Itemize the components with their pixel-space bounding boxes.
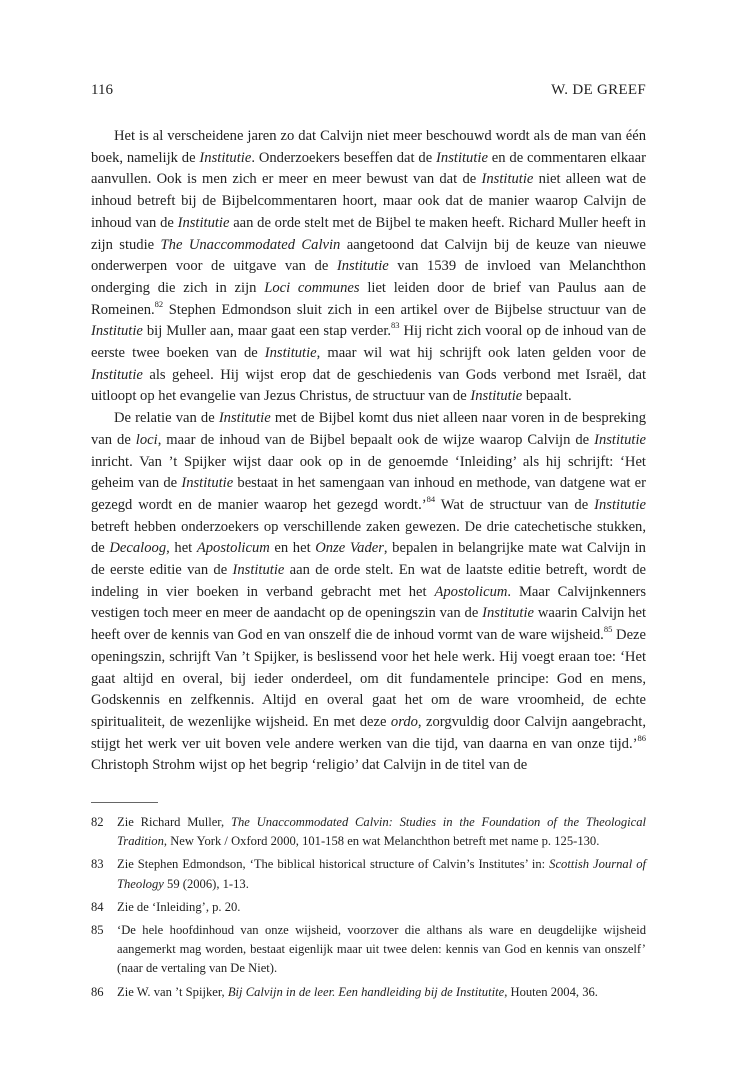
footnote-84 bbox=[91, 898, 646, 917]
italic-title: Institutie bbox=[177, 214, 230, 231]
text-run: en het bbox=[269, 540, 316, 557]
text-run: betreft hebben onderzoekers op verschillende zaken gewezen. De drie catechetische stukken, de bbox=[91, 518, 646, 557]
italic-title: Apostolicum bbox=[196, 540, 270, 557]
footnote-83 bbox=[91, 855, 646, 893]
footnotes bbox=[91, 813, 646, 1006]
text-run: bepaalt. bbox=[522, 388, 572, 405]
italic-title: Institutie bbox=[218, 410, 271, 427]
italic-title: Institutie bbox=[594, 496, 647, 513]
text-run: aangetoond dat Calvijn bij de keuze van nieuwe onderwerpen voor de uitgave van de bbox=[91, 236, 646, 275]
italic-title: Institutie bbox=[264, 345, 317, 362]
text-run: aan de orde stelt. En wat de laatste editie betreft, wordt de indeling in vier boeken in verband gebracht met het bbox=[91, 562, 646, 600]
italic-title: Institutie bbox=[436, 149, 488, 166]
footnote-ref-83[interactable]: 83 bbox=[391, 320, 400, 331]
text-run: Zie Stephen Edmondson, ‘The biblical historical structure of Calvin’s Institutes’ in: bbox=[117, 857, 550, 872]
text-run: Zie de ‘Inleiding’, p. 20. bbox=[117, 899, 241, 914]
running-head: W. DE GREEF bbox=[551, 82, 646, 98]
text-run: , New York / Oxford 2000, 101-158 en wat Melanchthon betreft met name p. 125-130. bbox=[163, 834, 600, 849]
text-run: liet leiden door de brief van Paulus aan de Romeinen. bbox=[91, 279, 646, 318]
italic-title: Onze Vader bbox=[315, 540, 384, 557]
footnote-number: 86 bbox=[91, 984, 104, 999]
body-text bbox=[91, 126, 646, 777]
text-run: ‘De hele hoofdinhoud van onze wijsheid, voorzover die althans als ware en deugdelijke wijsheid aangemerkt mag worden, bestaat eigenlijk maar uit twee delen: kennis van God en kennis van onszelf’ (naar de vertaling van De Niet). bbox=[117, 923, 646, 976]
italic-title: Scottish Journal of Theology bbox=[117, 857, 646, 891]
italic-title: Decaloog bbox=[109, 540, 167, 557]
footnote-text bbox=[117, 983, 646, 1002]
footnote-ref-86[interactable]: 86 bbox=[637, 732, 646, 743]
text-run: bij Muller aan, maar gaat een stap verder. bbox=[142, 323, 392, 340]
text-run: bestaat in het samengaan van inhoud en methode, van datgene wat er gezegd wordt en de manier waarop het gezegd wordt.’ bbox=[91, 475, 646, 513]
italic-title: Institutie bbox=[336, 258, 389, 275]
text-run: Zie Richard Muller, bbox=[117, 815, 231, 829]
text-run: van 1539 de invloed van Melanchthon onderging die zich in zijn bbox=[91, 258, 646, 296]
footnote-rule bbox=[91, 802, 158, 803]
text-run: niet alleen wat de inhoud betreft bij de Bijbelcommentaren hoort, maar ook dat de manier waarop Calvijn de inhoud van de bbox=[91, 171, 646, 231]
italic-title: Institutie bbox=[199, 149, 252, 166]
text-run: Deze openingszin, schrijft Van ’t Spijker, is beslissend voor het hele werk. Hij voegt eraan toe: ‘Het gaat altijd en overal, bij ieder onderdeel, om dit fundamentele principe: God en mens, Godskennis en zelfkennis. Altijd en overal gaat het om de ware vroomheid, de echte spiritualiteit, de wezenlijke wijsheid. En met deze bbox=[91, 627, 647, 730]
text-run: met de Bijbel komt dus niet alleen naar voren in de bespreking van de bbox=[91, 410, 646, 448]
italic-title: Institutie bbox=[232, 562, 285, 579]
text-run: De relatie van de bbox=[114, 410, 219, 427]
paragraph-1 bbox=[91, 126, 646, 408]
footnote-text bbox=[117, 855, 646, 893]
text-run: . Maar Calvijnkenners vestigen toch meer en meer de aandacht op de openingszin van de bbox=[91, 583, 647, 622]
footnote-85 bbox=[91, 921, 646, 979]
footnote-number: 82 bbox=[91, 815, 104, 829]
footnote-82 bbox=[91, 813, 646, 851]
paragraph-2 bbox=[91, 408, 646, 777]
footnote-number: 85 bbox=[91, 923, 104, 938]
text-run: , Houten 2004, 36. bbox=[504, 984, 598, 999]
italic-title: Apostolicum bbox=[434, 583, 508, 600]
italic-title: Institutie bbox=[470, 388, 523, 405]
text-run: Zie W. van ’t Spijker, bbox=[117, 984, 228, 999]
italic-title: Institutie bbox=[482, 605, 535, 622]
text-run: Stephen Edmondson sluit zich in een artikel over de Bijbelse structuur van de bbox=[163, 301, 646, 318]
italic-term: loci bbox=[135, 431, 158, 448]
italic-title: Institutie bbox=[594, 431, 646, 448]
italic-title: Institutie bbox=[481, 171, 534, 188]
italic-title: The Unaccommodated Calvin: Studies in the Foundation of the Theological Tradition bbox=[117, 815, 646, 849]
text-run: waarin Calvijn het heeft over de kennis van God en van onszelf die de inhoud vormt van de ware wijsheid. bbox=[91, 605, 647, 644]
footnote-ref-84[interactable]: 84 bbox=[426, 494, 436, 505]
footnote-ref-82[interactable]: 82 bbox=[154, 298, 164, 309]
page-number: 116 bbox=[91, 82, 113, 98]
footnote-number: 84 bbox=[91, 899, 104, 914]
footnote-text bbox=[117, 813, 646, 851]
italic-title: Loci communes bbox=[264, 279, 360, 296]
footnote-86 bbox=[91, 983, 646, 1002]
text-run: , zorgvuldig door Calvijn aangebracht, stijgt het werk ver uit boven vele andere werken van die tijd, van daarna en van onze tijd.’ bbox=[91, 713, 646, 752]
text-run: , het bbox=[166, 540, 197, 557]
italic-title: Bij Calvijn in de leer. Een handleiding bij de Institutite bbox=[227, 984, 505, 999]
text-run: Het is al verscheidene jaren zo dat Calvijn niet meer beschouwd wordt als de man van één boek, namelijk de bbox=[91, 128, 646, 166]
text-run: Wat de structuur van de bbox=[435, 496, 595, 513]
text-run: , bepalen in belangrijke mate wat Calvijn in de eerste editie van de bbox=[91, 540, 646, 579]
italic-title: Institutie bbox=[181, 475, 234, 492]
footnote-text bbox=[117, 898, 646, 917]
text-run: 59 (2006), 1-13. bbox=[163, 876, 249, 891]
italic-title: The Unaccommodated Calvin bbox=[160, 236, 341, 253]
italic-term: ordo bbox=[390, 713, 418, 730]
text-run: Christoph Strohm wijst op het begrip ‘religio’ dat Calvijn in de titel van de bbox=[91, 757, 528, 774]
footnote-ref-85[interactable]: 85 bbox=[603, 624, 613, 635]
text-run: inricht. Van ’t Spijker wijst daar ook op in de genoemde ‘Inleiding’ als hij schrijft: ‘Het geheim van de bbox=[91, 453, 646, 492]
footnote-text bbox=[117, 921, 646, 979]
italic-title: Institutie bbox=[91, 366, 143, 383]
text-run: . Onderzoekers beseffen dat de bbox=[251, 149, 437, 166]
text-run: , maar de inhoud van de Bijbel bepaalt ook de wijze waarop Calvijn de bbox=[157, 431, 595, 448]
text-run: als geheel. Hij wijst erop dat de geschiedenis van Gods verbond met Israël, dat uitloopt op het evangelie van Jezus Christus, de structuur van de bbox=[91, 366, 646, 405]
text-run: aan de orde stelt met de Bijbel te maken heeft. Richard Muller heeft in zijn studie bbox=[91, 214, 646, 253]
text-run: , maar wil wat hij schrijft ook laten gelden voor de bbox=[316, 345, 646, 362]
footnote-number: 83 bbox=[91, 857, 104, 872]
text-run: en de commentaren elkaar aanvullen. Ook is men zich er meer en meer bewust van dat de bbox=[91, 149, 646, 188]
italic-title: Institutie bbox=[91, 323, 143, 340]
text-run: Hij richt zich vooral op de inhoud van de eerste twee boeken van de bbox=[91, 323, 646, 362]
